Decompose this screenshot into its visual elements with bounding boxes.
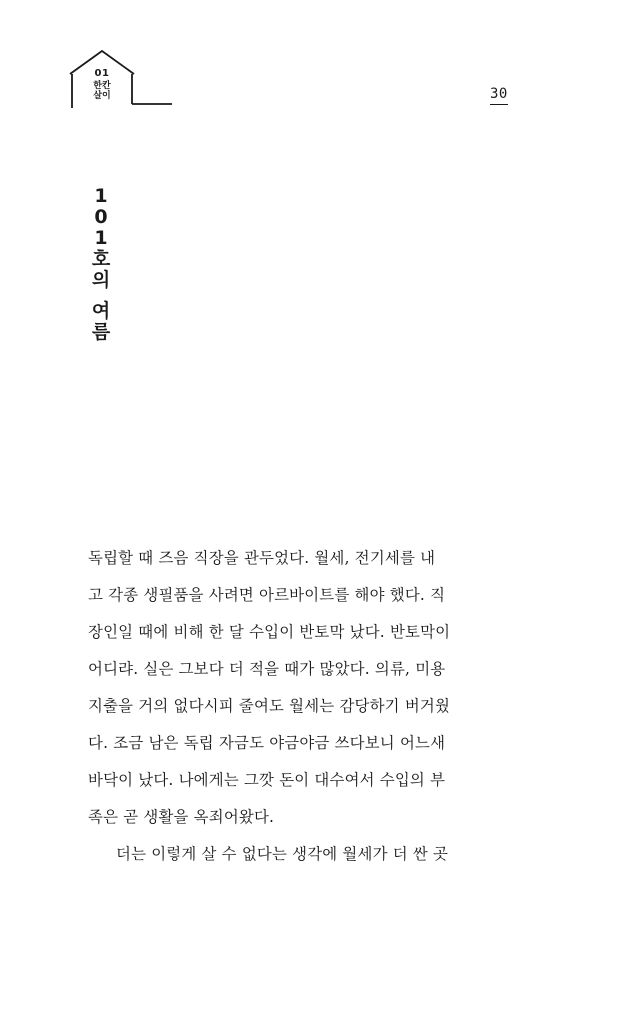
title-char: 여 — [91, 300, 111, 322]
body-line: 고 각종 생필품을 사려면 아르바이트를 해야 했다. 직 — [88, 586, 446, 604]
body-line: 어디랴. 실은 그보다 더 적을 때가 많았다. 의류, 미용 — [88, 660, 446, 678]
title-char: 1 — [94, 227, 108, 249]
chapter-number: 01 — [94, 68, 110, 79]
chapter-house-emblem — [66, 48, 176, 118]
page-number: 30 — [490, 86, 508, 105]
title-char: 의 — [91, 269, 111, 291]
title-char: 1 — [94, 185, 108, 207]
body-paragraphs — [88, 540, 518, 873]
title-char: 름 — [91, 321, 111, 343]
title-char: 0 — [94, 206, 108, 228]
body-line: 장인일 때에 비해 한 달 수입이 반토막 났다. 반토막이 — [88, 623, 451, 641]
body-line: 더는 이렇게 살 수 없다는 생각에 월세가 더 싼 곳 — [116, 845, 449, 863]
title-char: 호 — [91, 248, 111, 270]
body-line: 다. 조금 남은 독립 자금도 야금야금 쓰다보니 어느새 — [88, 734, 446, 752]
body-line: 바닥이 났다. 나에게는 그깟 돈이 대수여서 수입의 부 — [88, 771, 446, 789]
chapter-name-line2: 살이 — [93, 91, 111, 101]
body-line: 족은 곧 생활을 옥죄어왔다. — [88, 808, 275, 826]
vertical-title — [86, 186, 116, 343]
chapter-name — [66, 81, 138, 101]
body-line: 지출을 거의 없다시피 줄여도 월세는 감당하기 버거웠 — [88, 697, 451, 715]
chapter-name-line1: 한칸 — [93, 81, 111, 91]
body-line: 독립할 때 즈음 직장을 관두었다. 월세, 전기세를 내 — [88, 549, 436, 567]
